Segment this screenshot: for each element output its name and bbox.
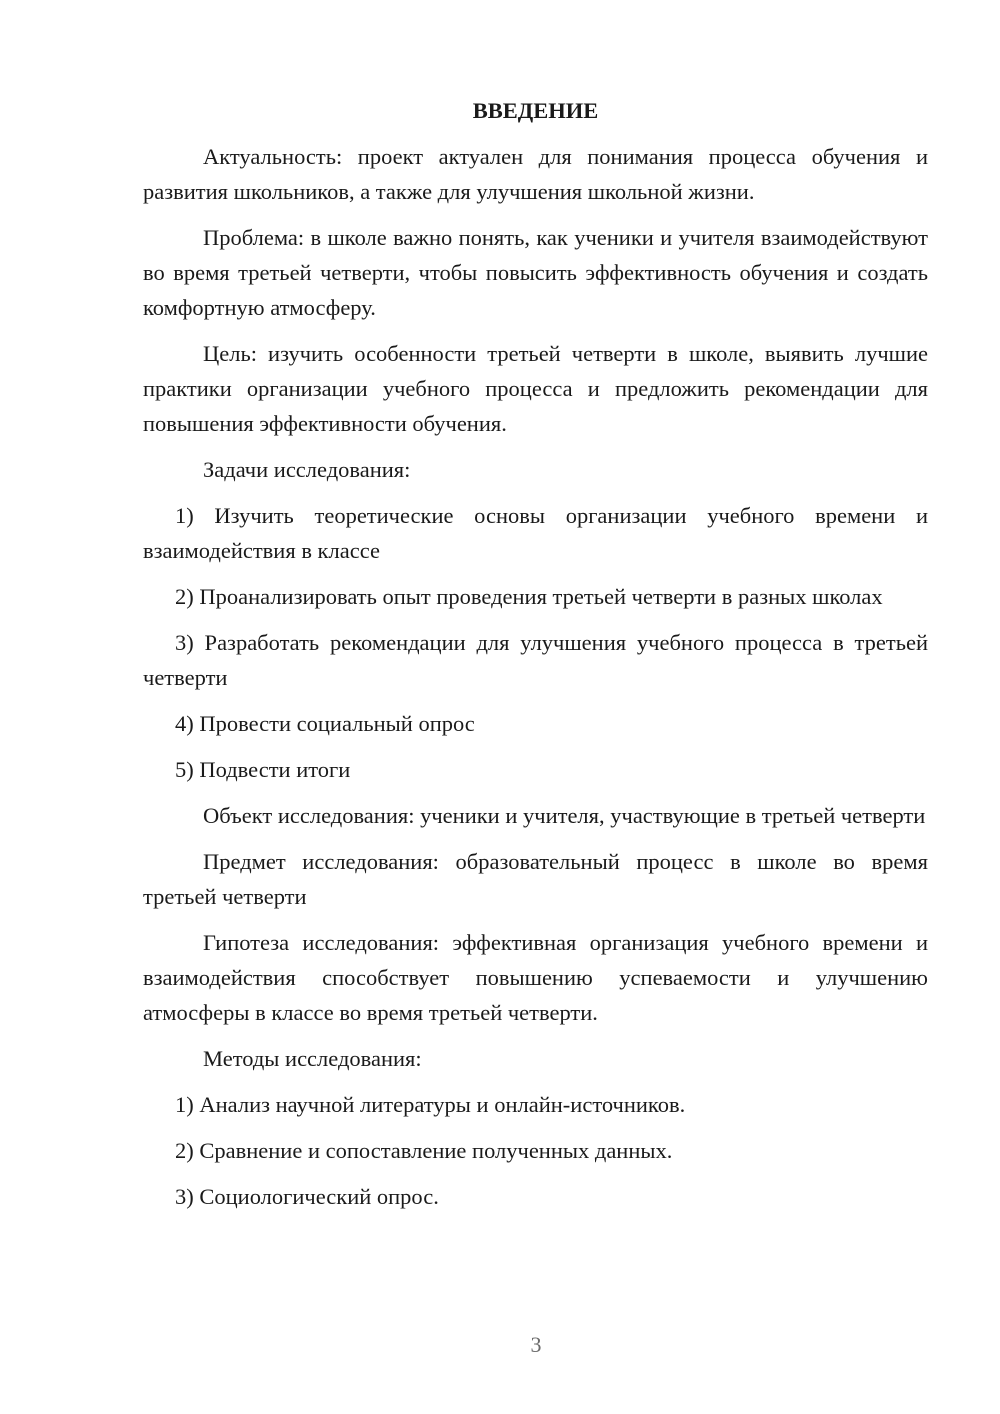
task-item: 2) Проанализировать опыт проведения третьей четверти в разных школах — [175, 584, 883, 609]
section-title: ВВЕДЕНИЕ — [472, 98, 599, 123]
subject-paragraph: Предмет исследования: образовательный процесс в школе во время третьей четверти — [143, 849, 928, 909]
methods-heading: Методы исследования: — [203, 1046, 422, 1071]
page-number: 3 — [530, 1332, 542, 1357]
task-item: 5) Подвести итоги — [175, 757, 351, 782]
goal-paragraph: Цель: изучить особенности третьей четверти в школе, выявить лучшие практики организации учебного процесса и предложить рекомендации для повышения эффективности обучения. — [143, 341, 928, 436]
task-item: 4) Провести социальный опрос — [175, 711, 475, 736]
method-item: 1) Анализ научной литературы и онлайн-источников. — [175, 1092, 686, 1117]
tasks-heading: Задачи исследования: — [203, 457, 411, 482]
method-item: 3) Социологический опрос. — [175, 1184, 439, 1209]
task-item: 3) Разработать рекомендации для улучшения учебного процесса в третьей четверти — [143, 630, 928, 690]
problem-paragraph: Проблема: в школе важно понять, как ученики и учителя взаимодействуют во время третьей четверти, чтобы повысить эффективность обучения и создать комфортную атмосферу. — [143, 225, 928, 320]
task-item: 1) Изучить теоретические основы организации учебного времени и взаимодействия в классе — [143, 503, 928, 563]
method-item: 2) Сравнение и сопоставление полученных данных. — [175, 1138, 673, 1163]
page-content — [143, 94, 928, 1225]
hypothesis-paragraph: Гипотеза исследования: эффективная организация учебного времени и взаимодействия способствует повышению успеваемости и улучшению атмосферы в классе во время третьей четверти. — [143, 930, 928, 1025]
object-paragraph: Объект исследования: ученики и учителя, участвующие в третьей четверти — [203, 803, 926, 828]
relevance-paragraph: Актуальность: проект актуален для понимания процесса обучения и развития школьников, а также для улучшения школьной жизни. — [143, 144, 928, 204]
